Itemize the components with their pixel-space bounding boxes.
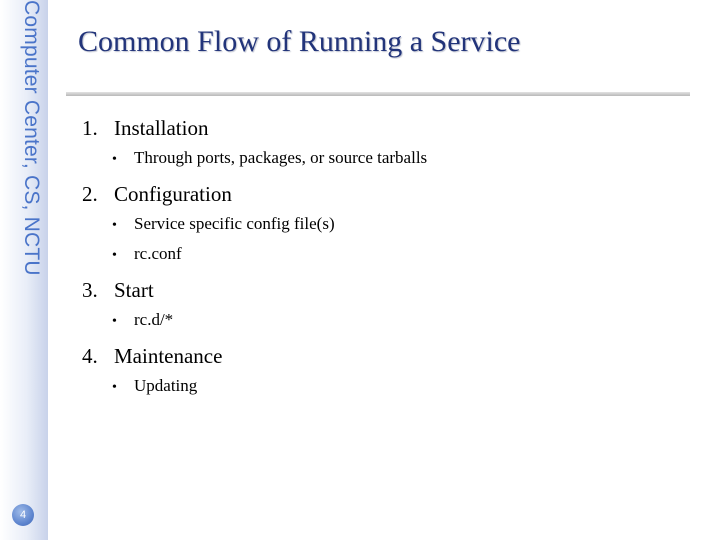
step-item xyxy=(82,340,682,372)
sub-item xyxy=(82,144,682,174)
step-number: 3. xyxy=(82,278,98,302)
slide-content xyxy=(82,112,682,402)
sub-item-text: Updating xyxy=(134,376,198,395)
step-item xyxy=(82,178,682,210)
step-label: Start xyxy=(114,278,154,302)
sub-item-text: rc.conf xyxy=(134,244,182,263)
step-item xyxy=(82,274,682,306)
bullet-icon: • xyxy=(112,248,117,263)
title-divider xyxy=(66,92,690,96)
sub-item xyxy=(82,210,682,240)
sub-item xyxy=(82,240,682,270)
step-number: 4. xyxy=(82,344,98,368)
step-label: Configuration xyxy=(114,182,232,206)
sub-item-text: rc.d/* xyxy=(134,310,174,329)
step-item xyxy=(82,112,682,144)
step-label: Maintenance xyxy=(114,344,223,368)
bullet-icon: • xyxy=(112,218,117,233)
bullet-icon: • xyxy=(112,380,117,395)
step-number: 1. xyxy=(82,116,98,140)
sub-item xyxy=(82,372,682,402)
sidebar xyxy=(0,0,48,540)
bullet-icon: • xyxy=(112,152,117,167)
page-number-badge: 4 xyxy=(12,504,34,526)
sub-item-text: Service specific config file(s) xyxy=(134,214,335,233)
step-label: Installation xyxy=(114,116,209,140)
bullet-icon: • xyxy=(112,314,117,329)
sidebar-org-label: Computer Center, CS, NCTU xyxy=(20,0,43,276)
step-number: 2. xyxy=(82,182,98,206)
slide-title: Common Flow of Running a Service xyxy=(78,25,521,58)
sub-item xyxy=(82,306,682,336)
sub-item-text: Through ports, packages, or source tarballs xyxy=(134,148,428,167)
